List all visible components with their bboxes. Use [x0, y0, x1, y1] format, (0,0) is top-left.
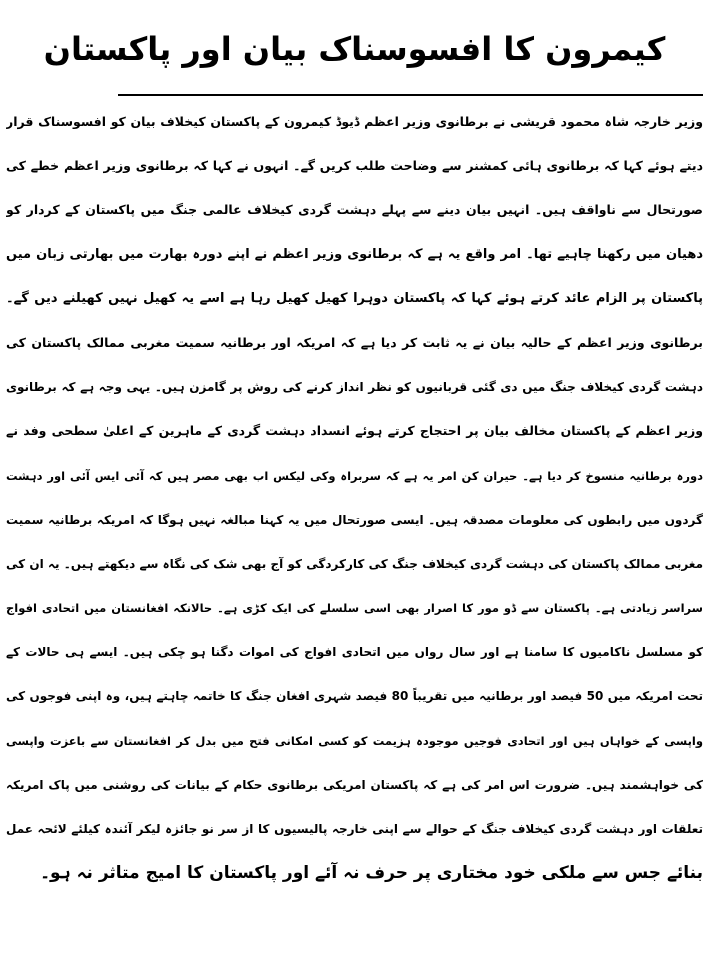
body-line: صورتحال سے ناواقف ہیں۔ انہیں بیان دینے سے پہلے دہشت گردی کیخلاف عالمی جنگ میں پاکستان کے کردار کو [6, 202, 703, 218]
headline-divider [118, 94, 703, 96]
article-body [6, 100, 703, 980]
body-line: کو مسلسل ناکامیوں کا سامنا ہے اور سال رواں میں اتحادی افواج کی اموات دگنا ہو چکی ہیں۔ ایسے ہی حالات کے [6, 645, 703, 660]
body-line: پاکستان پر الزام عائد کرتے ہوئے کہا کہ پاکستان دوہرا کھیل کھیل رہا ہے اسے یہ کھیل نہیں کھیلنے دیں گے۔ [6, 290, 703, 306]
body-line: دورہ برطانیہ منسوخ کر دیا ہے۔ حیران کن امر یہ ہے کہ سربراہ وکی لیکس اب بھی مصر ہیں کہ آئی ایس آئی اور دہشت [6, 468, 703, 483]
body-line: تحت امریکہ میں 50 فیصد اور برطانیہ میں تقریباً 80 فیصد شہری افغان جنگ کا خاتمہ چاہتے ہیں، وہ اپنی فوجوں کی [6, 689, 703, 704]
body-line: واپسی کے خواہاں ہیں اور اتحادی فوجیں موجودہ ہزیمت کو کسی امکانی فتح میں بدل کر افغانستان سے باعزت واپسی [6, 733, 703, 748]
body-line: دیتے ہوئے کہا کہ برطانوی ہائی کمشنر سے وضاحت طلب کریں گے۔ انہوں نے کہا کہ برطانوی وزیر اعظم خطے کی [6, 158, 703, 174]
body-line: برطانوی وزیر اعظم کے حالیہ بیان نے یہ ثابت کر دیا ہے کہ امریکہ اور برطانیہ سمیت مغربی ممالک پاکستان کی [6, 334, 703, 350]
body-line: مغربی ممالک پاکستان کی دہشت گردی کیخلاف جنگ کی کارکردگی کو آج بھی شک کی نگاہ سے دیکھتے ہیں۔ یہ ان کی [6, 556, 703, 571]
body-line: بنائے جس سے ملکی خود مختاری پر حرف نہ آئے اور پاکستان کا امیج متاثر نہ ہو۔ [40, 863, 703, 884]
body-line: تعلقات اور دہشت گردی کیخلاف جنگ کے حوالے سے اپنی خارجہ پالیسیوں کا از سر نو جائزہ لیکر آئندہ کیلئے لائحہ عمل [6, 822, 703, 836]
body-line: گردوں میں رابطوں کی معلومات مصدقہ ہیں۔ ایسی صورتحال میں یہ کہنا مبالغہ نہیں ہوگا کہ امریکہ برطانیہ سمیت [6, 512, 703, 527]
body-line: کی خواہشمند ہیں۔ ضرورت اس امر کی ہے کہ پاکستان امریکی برطانوی حکام کے بیانات کی روشنی میں پاک امریکہ [6, 777, 703, 792]
headline: کیمرون کا افسوسناک بیان اور پاکستان [43, 30, 666, 68]
body-line: سراسر زیادتی ہے۔ پاکستان سے ڈو مور کا اصرار بھی اسی سلسلے کی ایک کڑی ہے۔ حالانکہ افغانستان میں اتحادی افواج [6, 601, 703, 616]
body-line: وزیر اعظم کے پاکستان مخالف بیان پر احتجاج کرتے ہوئے انسداد دہشت گردی کے ماہرین کے اعلیٰ سطحی وفد نے [6, 423, 703, 439]
body-line: دھیان میں رکھنا چاہیے تھا۔ امر واقع یہ ہے کہ برطانوی وزیر اعظم نے اپنے دورہ بھارت میں بھارتی زبان میں [6, 246, 703, 262]
body-line: دہشت گردی کیخلاف جنگ میں دی گئی قربانیوں کو نظر انداز کرنے کی روش پر گامزن ہیں۔ یہی وجہ ہے کہ برطانوی [6, 380, 703, 395]
body-line: وزیر خارجہ شاہ محمود قریشی نے برطانوی وزیر اعظم ڈیوڈ کیمرون کے پاکستان کیخلاف بیان کو افسوسناک قرار [6, 114, 703, 129]
